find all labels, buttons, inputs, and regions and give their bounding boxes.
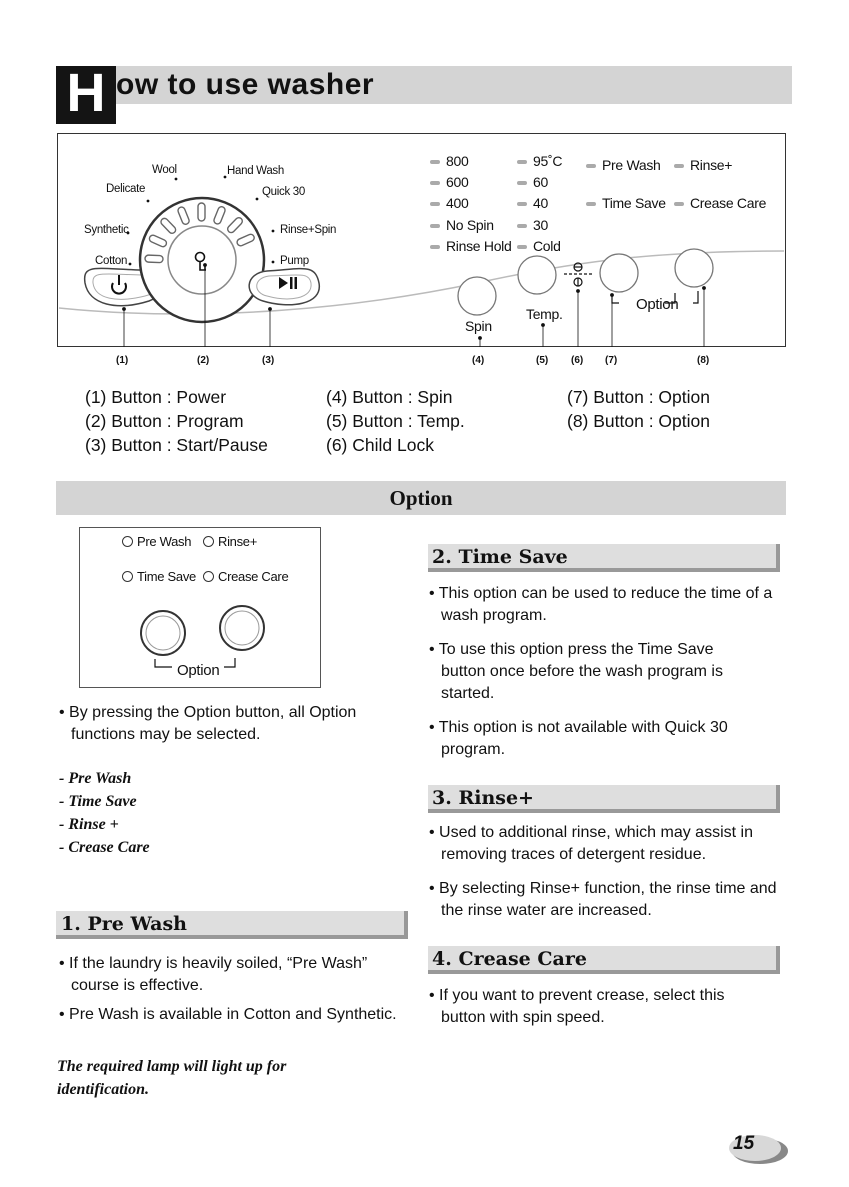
spin-button-label: Spin bbox=[465, 318, 492, 334]
bullet: • If the laundry is heavily soiled, “Pre Wash” course is effective. bbox=[59, 955, 368, 994]
option-button-circle-2 bbox=[675, 249, 713, 287]
callout-8: (8) bbox=[697, 355, 710, 366]
page-title: ow to use washer bbox=[116, 68, 375, 101]
legend-column-1 bbox=[85, 385, 268, 457]
time-save-bullets bbox=[429, 583, 779, 761]
temp-option-cold: Cold bbox=[517, 238, 561, 254]
program-label-synthetic: Synthetic bbox=[84, 224, 129, 236]
legend-column-2 bbox=[326, 385, 465, 457]
crease-care-title: 4. Crease Care bbox=[432, 948, 587, 970]
program-label-cotton: Cotton bbox=[95, 255, 128, 267]
program-label-wool: Wool bbox=[152, 164, 177, 176]
option-button-circle-1 bbox=[600, 254, 638, 292]
temp-option-95: 95˚C bbox=[517, 153, 562, 169]
callout-5: (5) bbox=[536, 355, 549, 366]
list-item: - Crease Care bbox=[59, 839, 150, 856]
spin-option-rinse-hold: Rinse Hold bbox=[430, 238, 511, 254]
pre-wash-note: The required lamp will light up for identification. bbox=[57, 1058, 287, 1098]
temp-button-label: Temp. bbox=[526, 306, 563, 322]
bullet: • Used to additional rinse, which may assist in removing traces of detergent residue. bbox=[429, 824, 753, 863]
option-box-rinse-plus: Rinse+ bbox=[203, 534, 257, 549]
bullet: • To use this option press the Time Save button once before the wash program is started. bbox=[429, 641, 723, 702]
option-section-title: Option bbox=[389, 486, 453, 510]
bullet: • This option can be used to reduce the time of a wash program. bbox=[429, 585, 773, 624]
spin-option-600: 600 bbox=[430, 174, 468, 190]
option-label-pre-wash: Pre Wash bbox=[586, 157, 661, 173]
legend-column-3 bbox=[567, 385, 710, 433]
program-dial-inner bbox=[168, 226, 236, 294]
program-label-delicate: Delicate bbox=[106, 183, 146, 195]
page-number: 15 bbox=[733, 1133, 755, 1154]
crease-care-bullets bbox=[429, 985, 769, 1029]
callout-1: (1) bbox=[116, 355, 129, 366]
spin-option-400: 400 bbox=[430, 195, 468, 211]
rinse-plus-title: 3. Rinse+ bbox=[432, 787, 534, 809]
option-label-time-save: Time Save bbox=[586, 195, 666, 211]
option-list bbox=[59, 767, 150, 859]
option-label-crease-care: Crease Care bbox=[674, 195, 766, 211]
bullet: • This option is not available with Quick 30 program. bbox=[429, 719, 728, 758]
program-label-hand-wash: Hand Wash bbox=[227, 165, 284, 177]
callout-2: (2) bbox=[197, 355, 210, 366]
temp-option-60: 60 bbox=[517, 174, 548, 190]
option-label-rinse-plus: Rinse+ bbox=[674, 157, 732, 173]
header-letter: H bbox=[66, 63, 106, 123]
option-box-label: Option bbox=[177, 662, 220, 679]
list-item: - Pre Wash bbox=[59, 770, 132, 787]
spin-option-800: 800 bbox=[430, 153, 468, 169]
legend-item: (7) Button : Option bbox=[567, 387, 710, 407]
list-item: - Rinse + bbox=[59, 816, 119, 833]
legend-item: (2) Button : Program bbox=[85, 411, 244, 431]
legend-item: (5) Button : Temp. bbox=[326, 411, 465, 431]
start-pause-button-shape bbox=[249, 269, 319, 305]
legend-item: (3) Button : Start/Pause bbox=[85, 435, 268, 455]
callout-6: (6) bbox=[571, 355, 584, 366]
legend-item: (1) Button : Power bbox=[85, 387, 227, 407]
list-item: - Time Save bbox=[59, 793, 137, 810]
time-save-title: 2. Time Save bbox=[432, 546, 568, 568]
temp-option-40: 40 bbox=[517, 195, 548, 211]
program-label-rinse-spin: Rinse+Spin bbox=[280, 224, 337, 236]
callout-7: (7) bbox=[605, 355, 618, 366]
temp-option-30: 30 bbox=[517, 217, 548, 233]
legend-item: (6) Child Lock bbox=[326, 435, 434, 455]
bullet: • If you want to prevent crease, select this button with spin speed. bbox=[429, 987, 725, 1026]
spin-option-no-spin: No Spin bbox=[430, 217, 494, 233]
program-label-quick-30: Quick 30 bbox=[262, 186, 305, 198]
program-label-pump: Pump bbox=[280, 255, 309, 267]
pre-wash-title: 1. Pre Wash bbox=[61, 913, 187, 935]
legend-item: (4) Button : Spin bbox=[326, 387, 453, 407]
option-box-time-save: Time Save bbox=[122, 569, 196, 584]
option-intro: • By pressing the Option button, all Option functions may be selected. bbox=[59, 704, 357, 743]
rinse-plus-bullets bbox=[429, 822, 785, 922]
callout-4: (4) bbox=[472, 355, 485, 366]
legend-item: (8) Button : Option bbox=[567, 411, 710, 431]
callout-3: (3) bbox=[262, 355, 275, 366]
pre-wash-bullets bbox=[59, 953, 399, 1026]
option-box-pre-wash: Pre Wash bbox=[122, 534, 191, 549]
bullet: • By selecting Rinse+ function, the rinse time and the rinse water are increased. bbox=[429, 880, 777, 919]
option-button-label: Option bbox=[636, 296, 679, 313]
bullet: • Pre Wash is available in Cotton and Synthetic. bbox=[59, 1006, 397, 1023]
spin-button-circle bbox=[458, 277, 496, 315]
option-box-crease-care: Crease Care bbox=[203, 569, 288, 584]
temp-button-circle bbox=[518, 256, 556, 294]
